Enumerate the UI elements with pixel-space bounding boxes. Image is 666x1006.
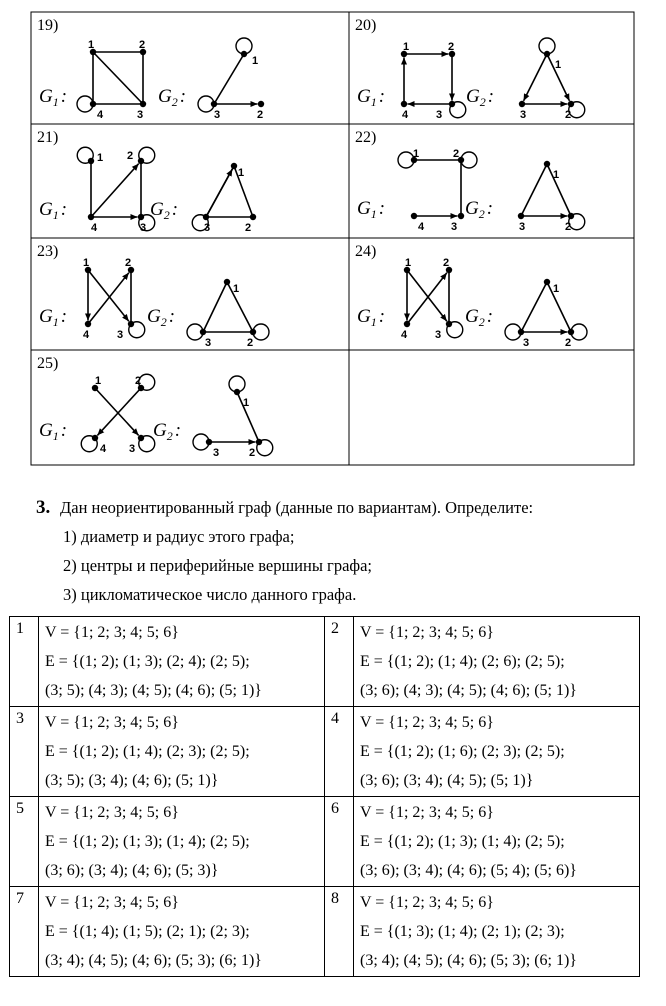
variant-cell bbox=[39, 617, 325, 707]
vertex-label: 3 bbox=[520, 109, 527, 121]
variant-cell bbox=[354, 797, 640, 887]
graph-vertex bbox=[211, 101, 217, 107]
vertex-label: 3 bbox=[519, 221, 526, 233]
g1-label: G1 : bbox=[39, 86, 68, 109]
graph-vertex bbox=[544, 161, 550, 167]
vertex-label: 2 bbox=[245, 222, 252, 234]
graph-vertex bbox=[206, 439, 212, 445]
g1-label: G1 : bbox=[39, 306, 68, 329]
g2-label: G2 : bbox=[150, 199, 179, 222]
variant-number: 8 bbox=[325, 887, 354, 977]
graph-vertex bbox=[224, 279, 230, 285]
graph-vertex bbox=[256, 439, 262, 445]
g2-label: G2 : bbox=[158, 86, 187, 109]
colon: : bbox=[60, 199, 68, 220]
table-row bbox=[10, 887, 640, 977]
g1-label: G1 : bbox=[357, 198, 386, 221]
vertex-label: 4 bbox=[401, 329, 408, 341]
colon: : bbox=[378, 306, 386, 327]
vertex-set: V = {1; 2; 3; 4; 5; 6} bbox=[360, 714, 494, 731]
variant-label: 22) bbox=[355, 129, 377, 146]
graph-vertex bbox=[88, 158, 94, 164]
graph-vertex bbox=[234, 389, 240, 395]
graph-vertex bbox=[449, 101, 455, 107]
edge-set-line-2: (3; 6); (4; 3); (4; 5); (4; 6); (5; 1)} bbox=[360, 682, 577, 699]
variant-label: 20) bbox=[355, 17, 377, 34]
variant-label: 21) bbox=[37, 129, 59, 146]
vertex-label: 3 bbox=[204, 222, 211, 234]
subscript: 1 bbox=[52, 429, 59, 443]
vertex-label: 1 bbox=[243, 397, 250, 409]
colon: : bbox=[378, 198, 386, 219]
vertex-label: 1 bbox=[83, 257, 90, 269]
g1-label: G1 : bbox=[357, 306, 386, 329]
vertex-label: 2 bbox=[565, 221, 572, 233]
g2-label: G2 : bbox=[147, 306, 176, 329]
graph-vertex bbox=[544, 279, 550, 285]
edge-set-line-1: E = {(1; 2); (1; 3); (2; 4); (2; 5); bbox=[45, 653, 250, 670]
subscript: 2 bbox=[478, 207, 485, 221]
vertex-set: V = {1; 2; 3; 4; 5; 6} bbox=[360, 804, 494, 821]
graph-vertex bbox=[250, 329, 256, 335]
vertex-set: V = {1; 2; 3; 4; 5; 6} bbox=[45, 894, 179, 911]
graph-vertex bbox=[518, 329, 524, 335]
variant-cell bbox=[39, 797, 325, 887]
colon: : bbox=[174, 420, 182, 441]
edge-set-line-1: E = {(1; 4); (1; 5); (2; 1); (2; 3); bbox=[45, 923, 250, 940]
graph-vertex bbox=[85, 321, 91, 327]
vertex-set: V = {1; 2; 3; 4; 5; 6} bbox=[360, 894, 494, 911]
g2-label: G2 : bbox=[466, 86, 495, 109]
graph-variant-cell bbox=[355, 129, 585, 233]
variant-cell bbox=[354, 707, 640, 797]
table-grid bbox=[31, 12, 634, 465]
graph-edge bbox=[524, 54, 547, 101]
graph-vertex bbox=[231, 163, 237, 169]
subscript: 2 bbox=[171, 95, 178, 109]
vertex-label: 2 bbox=[135, 375, 142, 387]
graph-edge bbox=[203, 282, 227, 332]
graph-variant-cell bbox=[355, 17, 585, 121]
edge-set-line-1: E = {(1; 2); (1; 3); (1; 4); (2; 5); bbox=[45, 833, 250, 850]
variant-number: 6 bbox=[325, 797, 354, 887]
vertex-label: 3 bbox=[435, 329, 442, 341]
vertex-label: 3 bbox=[214, 109, 221, 121]
vertex-label: 1 bbox=[553, 283, 560, 295]
vertex-label: 2 bbox=[565, 337, 572, 349]
edge-set-line-1: E = {(1; 2); (1; 4); (2; 6); (2; 5); bbox=[360, 653, 565, 670]
graph-edge bbox=[521, 164, 547, 216]
vertex-label: 3 bbox=[140, 222, 147, 234]
variant-cell bbox=[354, 887, 640, 977]
colon: : bbox=[60, 420, 68, 441]
edge-set-line-2: (3; 6); (3; 4); (4; 6); (5; 4); (5; 6)} bbox=[360, 862, 577, 879]
vertex-label: 2 bbox=[139, 39, 146, 51]
task-item-3: 3) цикломатическое число данного графа. bbox=[63, 585, 357, 604]
vertex-label: 4 bbox=[402, 109, 409, 121]
vertex-set: V = {1; 2; 3; 4; 5; 6} bbox=[45, 804, 179, 821]
subscript: 1 bbox=[370, 95, 377, 109]
variants-table bbox=[9, 616, 640, 977]
variant-number: 3 bbox=[10, 707, 39, 797]
graph-variant-cell bbox=[37, 17, 264, 121]
task-item-2: 2) центры и периферийные вершины графа; bbox=[63, 556, 372, 575]
graph-vertex bbox=[518, 213, 524, 219]
graph-vertex bbox=[88, 214, 94, 220]
vertex-label: 2 bbox=[127, 150, 134, 162]
graph-variant-cell bbox=[355, 243, 587, 349]
vertex-label: 4 bbox=[97, 109, 104, 121]
vertex-label: 2 bbox=[565, 109, 572, 121]
table-row bbox=[10, 797, 640, 887]
graph-vertex bbox=[250, 214, 256, 220]
subscript: 1 bbox=[52, 315, 59, 329]
task-intro-line bbox=[36, 493, 656, 522]
subscript: 1 bbox=[370, 207, 377, 221]
graph-vertex bbox=[200, 329, 206, 335]
graph-variants-table bbox=[0, 0, 666, 480]
vertex-label: 1 bbox=[95, 375, 102, 387]
vertex-set: V = {1; 2; 3; 4; 5; 6} bbox=[45, 624, 179, 641]
vertex-label: 1 bbox=[405, 257, 412, 269]
graph-edge bbox=[97, 388, 141, 435]
graph-edge bbox=[88, 273, 129, 324]
edge-set-line-1: E = {(1; 2); (1; 6); (2; 3); (2; 5); bbox=[360, 743, 565, 760]
vertex-label: 4 bbox=[91, 222, 98, 234]
vertex-label: 3 bbox=[523, 337, 530, 349]
graph-vertex bbox=[140, 101, 146, 107]
g2-label: G2 : bbox=[465, 306, 494, 329]
graph-vertex bbox=[568, 101, 574, 107]
edge-set-line-2: (3; 5); (3; 4); (4; 6); (5; 1)} bbox=[45, 772, 219, 789]
vertex-label: 3 bbox=[129, 443, 136, 455]
vertex-label: 3 bbox=[137, 109, 144, 121]
graph-edge bbox=[88, 270, 129, 321]
graph-vertex bbox=[544, 51, 550, 57]
task-block bbox=[36, 493, 656, 609]
colon: : bbox=[486, 306, 494, 327]
vertex-label: 1 bbox=[553, 169, 560, 181]
variant-label: 25) bbox=[37, 355, 59, 372]
colon: : bbox=[171, 199, 179, 220]
vertex-label: 1 bbox=[88, 39, 95, 51]
subscript: 1 bbox=[52, 95, 59, 109]
subscript: 2 bbox=[166, 429, 173, 443]
graph-vertex bbox=[568, 329, 574, 335]
vertex-label: 3 bbox=[205, 337, 212, 349]
subscript: 2 bbox=[478, 315, 485, 329]
vertex-label: 1 bbox=[403, 41, 410, 53]
graph-vertex bbox=[258, 101, 264, 107]
graph-vertex bbox=[411, 213, 417, 219]
vertex-label: 1 bbox=[555, 59, 562, 71]
edge-set-line-1: E = {(1; 2); (1; 4); (2; 3); (2; 5); bbox=[45, 743, 250, 760]
colon: : bbox=[60, 86, 68, 107]
table-row bbox=[10, 707, 640, 797]
vertex-label: 1 bbox=[233, 283, 240, 295]
vertex-label: 4 bbox=[418, 221, 425, 233]
vertex-label: 1 bbox=[238, 167, 245, 179]
subscript: 1 bbox=[370, 315, 377, 329]
vertex-label: 1 bbox=[252, 55, 259, 67]
graph-edge bbox=[93, 52, 143, 104]
graph-vertex bbox=[401, 101, 407, 107]
table-row bbox=[10, 617, 640, 707]
vertex-label: 1 bbox=[97, 152, 104, 164]
edge-set-line-1: E = {(1; 2); (1; 3); (1; 4); (2; 5); bbox=[360, 833, 565, 850]
vertex-label: 3 bbox=[117, 329, 124, 341]
graph-variant-cell bbox=[37, 243, 269, 349]
vertex-label: 3 bbox=[436, 109, 443, 121]
colon: : bbox=[486, 198, 494, 219]
graph-edge bbox=[206, 166, 234, 217]
vertex-set: V = {1; 2; 3; 4; 5; 6} bbox=[45, 714, 179, 731]
vertex-label: 4 bbox=[83, 329, 90, 341]
task-intro: Дан неориентированный граф (данные по вариантам). Определите: bbox=[60, 498, 534, 517]
colon: : bbox=[179, 86, 187, 107]
graph-vertex bbox=[138, 435, 144, 441]
colon: : bbox=[60, 306, 68, 327]
graph-vertex bbox=[519, 101, 525, 107]
graph-vertex bbox=[568, 213, 574, 219]
graph-vertex bbox=[446, 321, 452, 327]
edge-set-line-2: (3; 4); (4; 5); (4; 6); (5; 3); (6; 1)} bbox=[360, 952, 577, 969]
graph-edge bbox=[227, 282, 253, 332]
vertex-label: 3 bbox=[213, 447, 220, 459]
graph-vertex bbox=[138, 158, 144, 164]
variant-number: 2 bbox=[325, 617, 354, 707]
edge-set-line-2: (3; 4); (4; 5); (4; 6); (5; 3); (6; 1)} bbox=[45, 952, 262, 969]
variant-number: 5 bbox=[10, 797, 39, 887]
variant-label: 23) bbox=[37, 243, 59, 260]
graph-edge bbox=[95, 388, 139, 435]
vertex-set: V = {1; 2; 3; 4; 5; 6} bbox=[360, 624, 494, 641]
vertex-label: 1 bbox=[413, 148, 420, 160]
edge-set-line-2: (3; 5); (4; 3); (4; 5); (4; 6); (5; 1)} bbox=[45, 682, 262, 699]
colon: : bbox=[378, 86, 386, 107]
vertex-label: 3 bbox=[451, 221, 458, 233]
variant-label: 19) bbox=[37, 17, 59, 34]
variant-cell bbox=[354, 617, 640, 707]
vertex-label: 2 bbox=[125, 257, 132, 269]
colon: : bbox=[168, 306, 176, 327]
graph-vertex bbox=[138, 214, 144, 220]
variant-number: 1 bbox=[10, 617, 39, 707]
vertex-label: 2 bbox=[249, 447, 256, 459]
edge-set-line-2: (3; 6); (3; 4); (4; 5); (5; 1)} bbox=[360, 772, 534, 789]
vertex-label: 2 bbox=[453, 148, 460, 160]
task-item-1: 1) диаметр и радиус этого графа; bbox=[63, 527, 295, 546]
vertex-label: 2 bbox=[443, 257, 450, 269]
subscript: 1 bbox=[52, 208, 59, 222]
graph-vertex bbox=[404, 321, 410, 327]
graph-vertex bbox=[92, 435, 98, 441]
edge-set-line-1: E = {(1; 3); (1; 4); (2; 1); (2; 3); bbox=[360, 923, 565, 940]
graph-edge bbox=[407, 273, 447, 324]
graph-edge bbox=[407, 270, 447, 321]
subscript: 2 bbox=[160, 315, 167, 329]
g1-label: G1 : bbox=[39, 420, 68, 443]
vertex-label: 4 bbox=[100, 443, 107, 455]
graph-edge bbox=[521, 282, 547, 332]
graph-vertex bbox=[90, 101, 96, 107]
g1-label: G1 : bbox=[39, 199, 68, 222]
variant-cell bbox=[39, 887, 325, 977]
g1-label: G1 : bbox=[357, 86, 386, 109]
graph-vertex bbox=[128, 321, 134, 327]
graph-vertex bbox=[203, 214, 209, 220]
task-number: 3. bbox=[36, 497, 51, 518]
variant-number: 7 bbox=[10, 887, 39, 977]
colon: : bbox=[487, 86, 495, 107]
graph-variant-cell bbox=[37, 355, 273, 459]
graph-vertex bbox=[458, 213, 464, 219]
subscript: 2 bbox=[479, 95, 486, 109]
graph-edge bbox=[91, 164, 139, 217]
graph-variant-cell bbox=[37, 129, 256, 234]
g2-label: G2 : bbox=[153, 420, 182, 443]
vertex-label: 2 bbox=[448, 41, 455, 53]
variant-number: 4 bbox=[325, 707, 354, 797]
edge-set-line-2: (3; 6); (3; 4); (4; 6); (5; 3)} bbox=[45, 862, 219, 879]
graph-vertex bbox=[241, 51, 247, 57]
vertex-label: 2 bbox=[257, 109, 264, 121]
variant-label: 24) bbox=[355, 243, 377, 260]
g2-label: G2 : bbox=[465, 198, 494, 221]
vertex-label: 2 bbox=[247, 337, 254, 349]
graph-edge bbox=[214, 54, 244, 104]
subscript: 2 bbox=[163, 208, 170, 222]
variant-cell bbox=[39, 707, 325, 797]
